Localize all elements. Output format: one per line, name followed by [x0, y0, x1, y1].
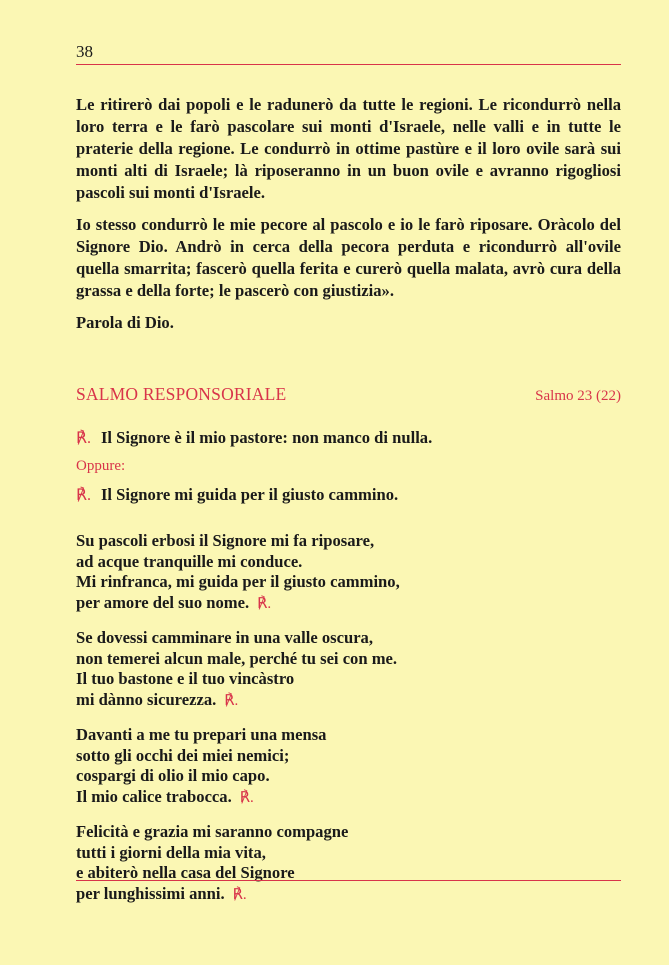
response-symbol: ℟.: [239, 789, 254, 806]
stanza-line: sotto gli occhi dei miei nemici;: [76, 745, 290, 765]
stanza-line: Se dovessi camminare in una valle oscura,: [76, 628, 374, 647]
psalm-stanza: [76, 531, 621, 614]
response-symbol: ℟.: [257, 595, 272, 612]
stanza-line: non temerei alcun male, perché tu sei con me.: [76, 648, 398, 668]
oppure-label: Oppure:: [76, 458, 126, 474]
stanza-line: e abiterò nella casa del Signore: [76, 863, 295, 882]
reading-paragraph: Io stesso condurrò le mie pecore al pascolo e io le farò riposare. Oràcolo del Signore Dio. Andrò in cerca della pecora perduta e ricondurrò all'ovile quella smarrita; fascerò quella ferita e curerò quella malata, avrò cura della grassa e della forte; le pascerò con giustizia».: [76, 215, 621, 300]
page-number: 38: [76, 42, 93, 61]
page-content: [76, 94, 621, 905]
reading-paragraph: Le ritirerò dai popoli e le radunerò da tutte le regioni. Le ricondurrò nella loro terra e le farò pascolare sui monti d'Israele, nelle valli e in tutte le praterie della regione. Le condurrò in ottime pastùre e il loro ovile sarà sui monti alti di Israele; là riposeranno in un buon ovile e avranno rigogliosi pascoli sui monti d'Israele.: [76, 95, 621, 202]
response-line: [76, 427, 621, 450]
footer-rule: [76, 880, 621, 881]
psalm-stanza: [76, 822, 621, 905]
section-header: [76, 384, 621, 405]
stanza-line-last: [76, 690, 621, 712]
header-rule: [76, 64, 621, 65]
stanza-line-last: [76, 593, 621, 615]
response-symbol: ℟.: [232, 886, 247, 903]
stanza-line: ad acque tranquille mi conduce.: [76, 551, 303, 571]
stanza-line-text: mi dànno sicurezza.: [76, 689, 217, 709]
stanza-line: Davanti a me tu prepari una mensa: [76, 725, 327, 744]
psalm-stanza: [76, 725, 621, 808]
stanza-line: Felicità e grazia mi saranno compagne: [76, 822, 349, 841]
response-symbol: ℟.: [224, 692, 239, 709]
stanza-line: tutti i giorni della mia vita,: [76, 842, 266, 862]
stanza-line-text: Il mio calice trabocca.: [76, 786, 232, 806]
reading-conclusion: Parola di Dio.: [76, 313, 174, 332]
response-line-alt: [76, 484, 621, 507]
stanza-line: cospargi di olio il mio capo.: [76, 766, 270, 785]
stanza-line: Mi rinfranca, mi guida per il giusto cammino,: [76, 572, 400, 591]
response-symbol: ℟.: [76, 487, 91, 504]
response-text: Il Signore è il mio pastore: non manco di nulla.: [100, 428, 433, 447]
response-symbol: ℟.: [76, 430, 91, 447]
stanza-line-text: per lunghissimi anni.: [76, 883, 225, 903]
psalm-stanza: [76, 628, 621, 711]
stanza-line-last: [76, 787, 621, 809]
stanza-line: Su pascoli erbosi il Signore mi fa riposare,: [76, 531, 375, 550]
stanza-line-text: per amore del suo nome.: [76, 592, 250, 612]
stanza-line-last: [76, 884, 621, 906]
psalm-reference: Salmo 23 (22): [535, 388, 621, 404]
response-text-alt: Il Signore mi guida per il giusto cammino.: [100, 485, 399, 504]
stanza-line: Il tuo bastone e il tuo vincàstro: [76, 669, 295, 688]
section-title: SALMO RESPONSORIALE: [76, 384, 287, 404]
